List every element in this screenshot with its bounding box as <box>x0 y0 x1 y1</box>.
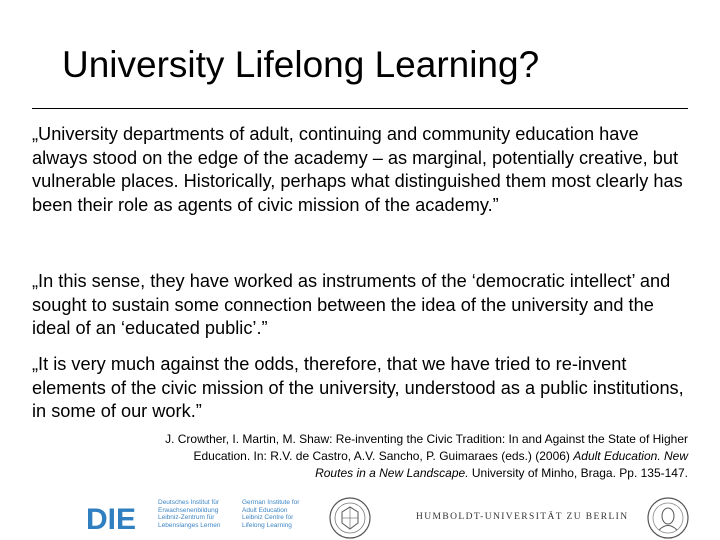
die-logo-text: DIE <box>86 503 137 532</box>
humboldt-seal-icon <box>646 496 690 540</box>
die-german-name: Deutsches Institut für Erwachsenenbildung Leibniz-Zentrum für Lebenslanges Lernen <box>158 499 221 529</box>
slide-title: University Lifelong Learning? <box>62 44 540 85</box>
title-divider <box>32 108 688 109</box>
citation-book-title-2: Routes in a New Landscape. <box>315 466 469 480</box>
footer-logos <box>0 496 720 540</box>
university-seal-icon <box>328 496 372 540</box>
die-english-name: German Institute for Adult Education Leibniz Centre for Lifelong Learning <box>242 499 300 529</box>
quote-paragraph-2: „In this sense, they have worked as instruments of the ‘democratic intellect’ and sought to sustain some connection between the idea of the university and the ideal of an ‘educated public’.” <box>32 271 671 338</box>
humboldt-university-name: HUMBOLDT-UNIVERSITÄT ZU BERLIN <box>416 512 629 522</box>
citation-line-3-suffix: University of Minho, Braga. Pp. 135-147. <box>471 466 688 480</box>
quote-paragraph-1: „University departments of adult, continuing and community education have always stood on the edge of the academy – as marginal, potentially creative, but vulnerable places. Historically, perhaps what distinguished them most clearly has been their role as agents of civic mission of the academy.” <box>32 124 683 215</box>
citation-line-2-prefix: Education. In: R.V. de Castro, A.V. Sancho, P. Guimaraes (eds.) (2006) <box>193 449 570 463</box>
quote-paragraph-3: „It is very much against the odds, therefore, that we have tried to re-invent elements of the civic mission of the university, understood as a public institutions, in some of our work.” <box>32 354 684 421</box>
citation <box>130 431 688 482</box>
citation-book-title-1: Adult Education. New <box>573 449 688 463</box>
die-logo <box>86 502 150 532</box>
citation-line-1: J. Crowther, I. Martin, M. Shaw: Re-inventing the Civic Tradition: In and Against the State of Higher <box>165 432 688 446</box>
